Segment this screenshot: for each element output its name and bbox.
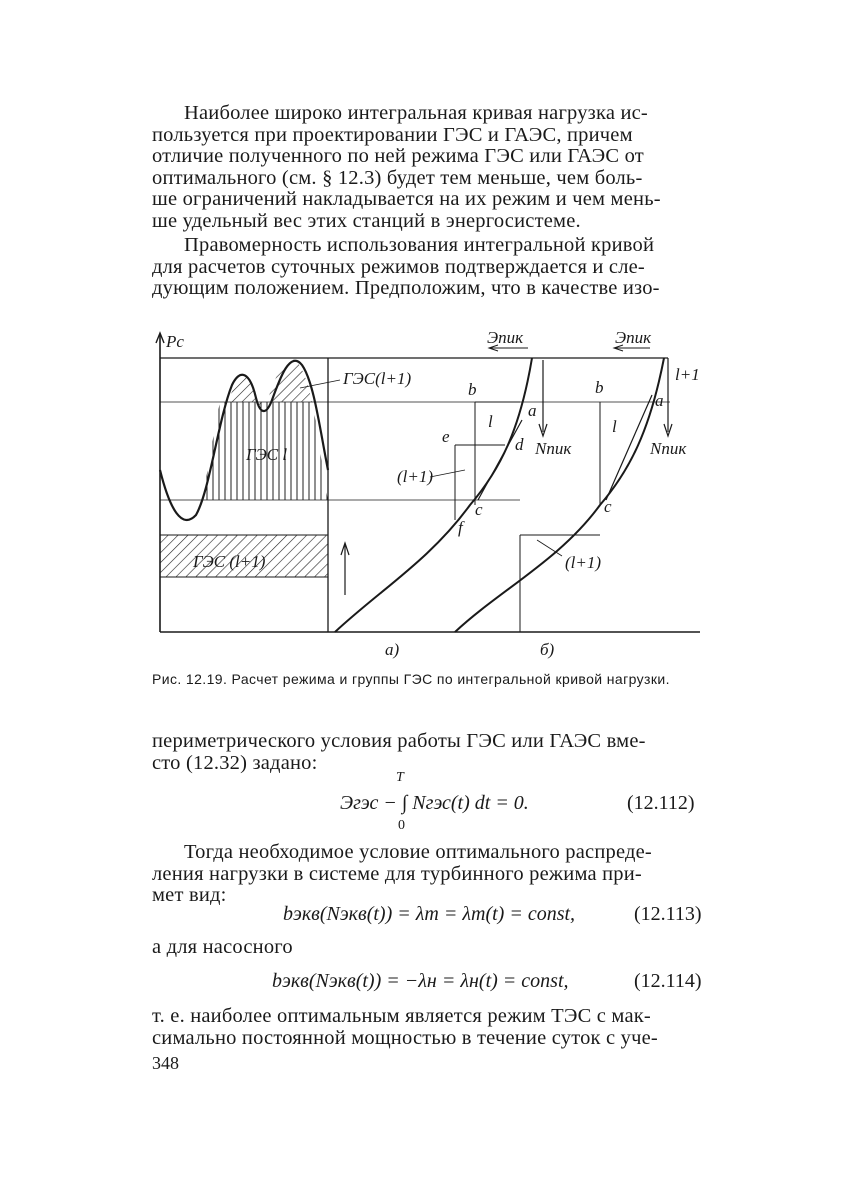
label-n-peak-a: Nпик xyxy=(535,439,572,458)
label-c2: c xyxy=(604,497,612,516)
paragraph-5 xyxy=(152,937,712,959)
text-line: Правомерность использования интегральной кривой xyxy=(184,234,655,256)
text-line: Наиболее широко интегральная кривая нагрузка ис- xyxy=(184,102,648,124)
paragraph-1 xyxy=(152,103,712,233)
label-l1-a: (l+1) xyxy=(397,467,434,486)
equation-body: Эгэс − ∫ Nгэс(t) dt = 0. xyxy=(340,792,529,814)
text-line: ше удельный вес этих станций в энергосистеме. xyxy=(152,209,581,232)
label-f: f xyxy=(458,518,463,537)
label-n-peak-b: Nпик xyxy=(650,439,687,458)
label-l2: l xyxy=(612,417,617,436)
label-e: e xyxy=(442,427,450,446)
label-e-peak-b: Эпик xyxy=(615,328,652,347)
equation-number: (12.113) xyxy=(634,903,702,925)
label-hes-l1-top: ГЭС(l+1) xyxy=(343,369,412,388)
text-line: мет вид: xyxy=(152,884,227,907)
paragraph-2 xyxy=(152,235,712,300)
label-d: d xyxy=(515,435,524,454)
text-line: т. е. наиболее оптимальным является режим ТЭС с мак- xyxy=(152,1005,651,1027)
label-c1: c xyxy=(475,500,483,519)
text-line: сто (12.32) задано: xyxy=(152,751,318,774)
text-line: пользуется при проектировании ГЭС и ГАЭС, причем xyxy=(152,123,633,146)
label-hes-l1-band: ГЭС (l+1) xyxy=(193,552,266,571)
figure-integral-load-curve xyxy=(140,318,720,666)
label-e-peak-a: Эпик xyxy=(487,328,524,347)
integral-upper-limit: T xyxy=(396,770,404,785)
label-b2: b xyxy=(595,378,604,397)
equation-number: (12.114) xyxy=(634,970,702,992)
text-line: периметрического условия работы ГЭС или ГАЭС вме- xyxy=(152,730,646,752)
subfig-a: а) xyxy=(385,640,400,659)
label-a1: a xyxy=(528,401,537,420)
integral-lower-limit: 0 xyxy=(398,818,405,833)
text-line: оптимального (см. § 12.3) будет тем меньше, чем боль- xyxy=(152,166,643,189)
paragraph-6 xyxy=(152,1006,712,1049)
text-line: Тогда необходимое условие оптимального распреде- xyxy=(184,841,652,863)
equation-body: bэкв(Nэкв(t)) = λт = λт(t) = const, xyxy=(283,903,576,925)
equation-number: (12.112) xyxy=(627,792,695,814)
axis-label-pc: Рс xyxy=(166,332,184,351)
text-line: ления нагрузки в системе для турбинного режима при- xyxy=(152,862,642,885)
equation-body: bэкв(Nэкв(t)) = −λн = λн(t) = const, xyxy=(272,970,569,992)
integral-curves xyxy=(300,345,672,632)
label-l1: l xyxy=(488,412,493,431)
page-number: 348 xyxy=(152,1053,179,1073)
figure-caption: Рис. 12.19. Расчет режима и группы ГЭС по интегральной кривой нагрузки. xyxy=(152,671,670,687)
text-line: отличие полученного по ней режима ГЭС или ГАЭС от xyxy=(152,145,644,168)
subfig-b: б) xyxy=(540,640,555,659)
label-b1: b xyxy=(468,380,477,399)
paragraph-3 xyxy=(152,731,712,774)
label-hes-l: ГЭС l xyxy=(246,445,288,464)
text-line: симально постоянной мощностью в течение суток с уче- xyxy=(152,1026,658,1049)
text-line: а для насосного xyxy=(152,936,293,958)
text-line: дующим положением. Предположим, что в качестве изо- xyxy=(152,277,660,300)
text-line: ше ограничений накладывается на их режим и чем мень- xyxy=(152,188,661,211)
label-l1-b: (l+1) xyxy=(565,553,602,572)
label-l1-top: l+1 xyxy=(675,365,700,384)
paragraph-4 xyxy=(152,842,712,907)
text-line: для расчетов суточных режимов подтверждается и сле- xyxy=(152,255,645,278)
label-a2: a xyxy=(655,391,664,410)
